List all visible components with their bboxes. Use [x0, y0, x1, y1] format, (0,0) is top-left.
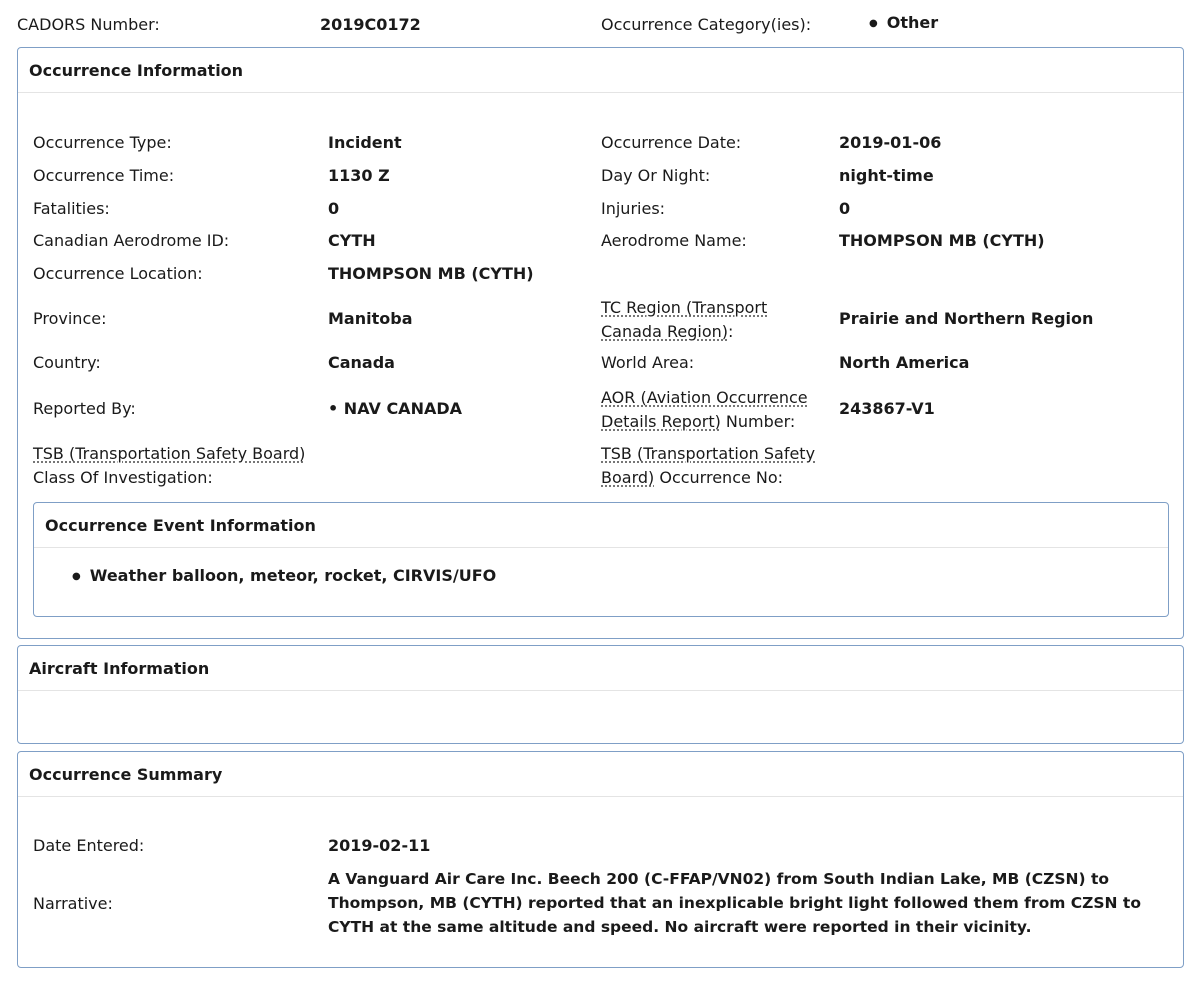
- cadors-number-label: CADORS Number:: [17, 15, 160, 34]
- tsb-class-suffix: Class Of Investigation:: [33, 468, 213, 487]
- aerodrome-id-label: Canadian Aerodrome ID:: [33, 231, 230, 250]
- day-or-night-value: night-time: [839, 166, 934, 185]
- reported-by-value: • NAV CANADA: [328, 399, 462, 418]
- aerodrome-id-value: CYTH: [328, 231, 376, 250]
- occurrence-information-title: Occurrence Information: [18, 48, 1183, 93]
- country-label: Country:: [33, 353, 101, 372]
- injuries-value: 0: [839, 199, 851, 218]
- occurrence-event-information-panel: [33, 502, 1169, 617]
- tsb-class-of-investigation-label: [33, 442, 323, 490]
- tsb-occurrence-suffix: Occurrence No:: [654, 468, 784, 487]
- aor-suffix: Number:: [720, 412, 796, 431]
- occurrence-summary-title: Occurrence Summary: [18, 752, 1183, 797]
- tc-region-label: [601, 296, 833, 344]
- aor-number-label: [601, 386, 833, 434]
- narrative-value: A Vanguard Air Care Inc. Beech 200 (C-FFAP/VN02) from South Indian Lake, MB (CZSN) to Thompson, MB (CYTH) reported that an inexplicable bright light followed them from CZSN to CYTH at the same altitude and speed. No aircraft were reported in their vicinity.: [328, 870, 1141, 936]
- tc-region-abbreviation: TC Region (Transport Canada Region): [601, 298, 768, 341]
- tsb-abbreviation: TSB (Transportation Safety Board): [33, 444, 306, 463]
- day-or-night-label: Day Or Night:: [601, 166, 711, 185]
- aerodrome-name-value: THOMPSON MB (CYTH): [839, 231, 1045, 250]
- province-value: Manitoba: [328, 309, 413, 328]
- world-area-value: North America: [839, 353, 970, 372]
- occurrence-date-label: Occurrence Date:: [601, 133, 742, 152]
- tc-region-value: Prairie and Northern Region: [839, 309, 1094, 328]
- narrative-label: Narrative:: [33, 894, 113, 913]
- province-label: Province:: [33, 309, 107, 328]
- occurrence-location-value: THOMPSON MB (CYTH): [328, 264, 534, 283]
- fatalities-value: 0: [328, 199, 340, 218]
- occurrence-time-label: Occurrence Time:: [33, 166, 175, 185]
- fatalities-label: Fatalities:: [33, 199, 110, 218]
- tsb-occurrence-number-label: [601, 442, 833, 490]
- aircraft-information-panel: [17, 645, 1184, 744]
- occurrence-date-value: 2019-01-06: [839, 133, 942, 152]
- aor-abbreviation: AOR (Aviation Occurrence Details Report): [601, 388, 808, 431]
- event-list-item: ● Weather balloon, meteor, rocket, CIRVIS/UFO: [72, 566, 496, 585]
- occurrence-category-label: Occurrence Category(ies):: [601, 15, 812, 34]
- occurrence-type-value: Incident: [328, 133, 402, 152]
- date-entered-value: 2019-02-11: [328, 836, 431, 855]
- occurrence-type-label: Occurrence Type:: [33, 133, 172, 152]
- occurrence-event-information-title: Occurrence Event Information: [34, 503, 1168, 548]
- occurrence-category-value: ● Other: [869, 13, 938, 32]
- cadors-number-value: 2019C0172: [320, 15, 421, 34]
- injuries-label: Injuries:: [601, 199, 666, 218]
- occurrence-time-value: 1130 Z: [328, 166, 390, 185]
- tsb-occurrence-abbreviation: TSB (Transportation Safety Board): [601, 444, 816, 487]
- tc-region-suffix: :: [727, 322, 734, 341]
- aor-number-value: 243867-V1: [839, 399, 935, 418]
- aerodrome-name-label: Aerodrome Name:: [601, 231, 747, 250]
- date-entered-label: Date Entered:: [33, 836, 145, 855]
- world-area-label: World Area:: [601, 353, 695, 372]
- reported-by-label: Reported By:: [33, 399, 136, 418]
- aircraft-information-title: Aircraft Information: [18, 646, 1183, 691]
- occurrence-location-label: Occurrence Location:: [33, 264, 203, 283]
- country-value: Canada: [328, 353, 395, 372]
